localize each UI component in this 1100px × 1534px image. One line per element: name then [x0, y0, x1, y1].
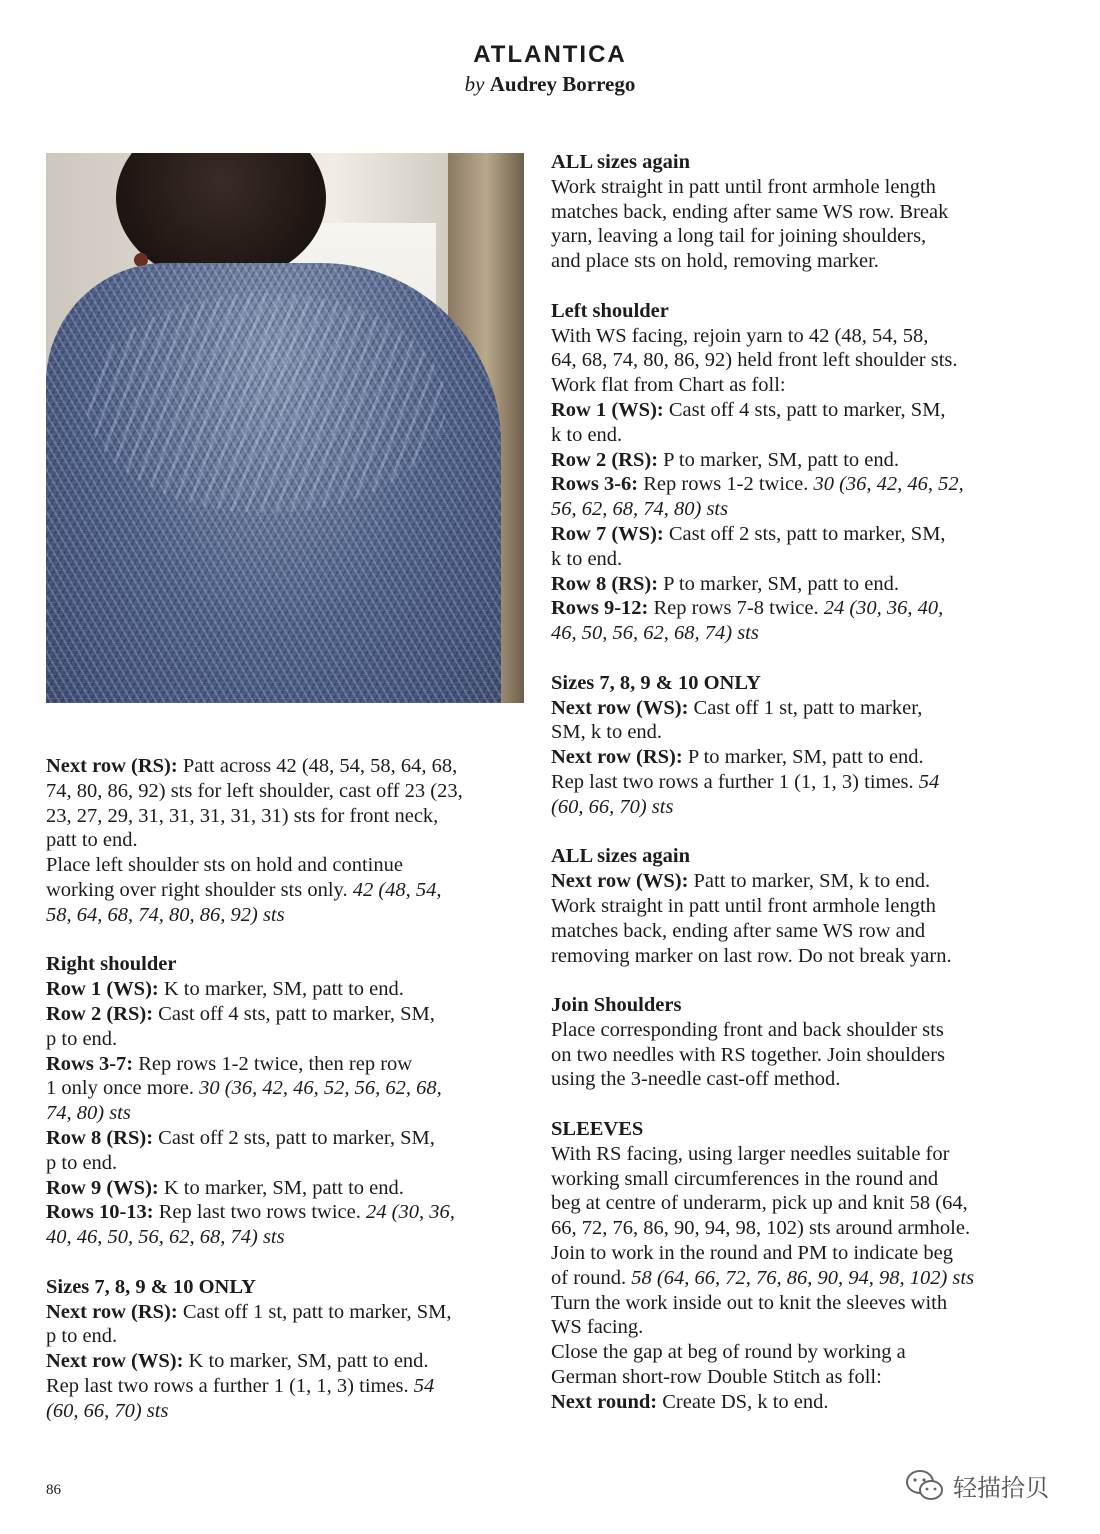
instruction-text: P to marker, SM, patt to end.	[682, 746, 924, 769]
instruction-line	[551, 596, 1031, 621]
stitch-count: 46, 50, 56, 62, 68, 74) sts	[551, 622, 759, 645]
row-label: Row 1 (WS):	[46, 978, 159, 1001]
instruction-section	[46, 754, 516, 928]
instruction-text: Cast off 1 st, patt to marker,	[688, 696, 923, 719]
row-label: Row 1 (WS):	[551, 398, 664, 421]
instruction-text: Place corresponding front and back shoulder sts	[551, 1018, 944, 1041]
instruction-line	[551, 770, 1031, 795]
stitch-count: 40, 46, 50, 56, 62, 68, 74) sts	[46, 1226, 285, 1249]
instruction-line	[46, 1176, 516, 1201]
instruction-text: Cast off 1 st, patt to marker, SM,	[177, 1300, 452, 1323]
stitch-count: 30 (36, 42, 46, 52, 56, 62, 68,	[199, 1077, 442, 1100]
stitch-count: 24 (30, 36,	[366, 1201, 455, 1224]
instruction-line	[46, 828, 516, 853]
row-label: Row 2 (RS):	[551, 448, 659, 471]
instruction-text: With RS facing, using larger needles suitable for	[551, 1142, 950, 1165]
stitch-count: 30 (36, 42, 46, 52,	[813, 473, 964, 496]
instruction-text: Join to work in the round and PM to indicate beg	[551, 1242, 953, 1265]
row-label: Rows 3-6:	[551, 473, 639, 496]
instruction-text: German short-row Double Stitch as foll:	[551, 1366, 882, 1389]
row-label: Row 8 (RS):	[551, 572, 659, 595]
instruction-line	[551, 720, 1031, 745]
stitch-count: 58 (64, 66, 72, 76, 86, 90, 94, 98, 102) sts	[631, 1266, 975, 1289]
instruction-text: K to marker, SM, patt to end.	[158, 1176, 404, 1199]
instruction-line	[551, 522, 1031, 547]
instruction-line	[551, 1191, 1031, 1216]
sweater-photo	[46, 153, 524, 703]
instruction-line	[551, 1142, 1031, 1167]
designer-name: Audrey Borrego	[489, 72, 636, 96]
instruction-text: Patt across 42 (48, 54, 58, 64, 68,	[177, 755, 458, 777]
instruction-text: P to marker, SM, patt to end.	[658, 572, 900, 595]
instruction-text: Cast off 4 sts, patt to marker, SM,	[153, 1002, 435, 1025]
instruction-text: working small circumferences in the round and	[551, 1167, 939, 1190]
instruction-text: working over right shoulder sts only.	[46, 878, 353, 901]
row-label: Next row (RS):	[46, 1300, 178, 1323]
row-label: Row 7 (WS):	[551, 522, 664, 545]
instruction-line	[551, 324, 1031, 349]
row-label: Next row (WS):	[46, 1350, 184, 1373]
instruction-text: Patt to marker, SM, k to end.	[688, 870, 931, 893]
instruction-text: matches back, ending after same WS row and	[551, 919, 926, 942]
row-label: Row 9 (WS):	[46, 1176, 159, 1199]
instruction-line	[551, 1043, 1031, 1068]
instruction-line	[46, 1151, 516, 1176]
instruction-text: 74, 80, 86, 92) sts for left shoulder, cast off 23 (23,	[46, 779, 463, 802]
stitch-count: 24 (30, 36, 40,	[823, 597, 944, 620]
instruction-line	[551, 398, 1031, 423]
page-number: 86	[46, 1482, 61, 1498]
instruction-line	[46, 977, 516, 1002]
instruction-line	[551, 572, 1031, 597]
instruction-line	[551, 1340, 1031, 1365]
instruction-line	[551, 249, 1031, 274]
instruction-line	[551, 224, 1031, 249]
instruction-line	[46, 878, 516, 903]
pattern-title: ATLANTICA	[473, 41, 627, 68]
instruction-line	[46, 1076, 516, 1101]
instruction-section	[46, 1275, 516, 1424]
watermark	[905, 1468, 1049, 1503]
photo-sweater-yoke	[86, 293, 446, 513]
instruction-line	[551, 1018, 1031, 1043]
instruction-section	[551, 671, 1031, 820]
instruction-line	[551, 1315, 1031, 1340]
row-label: Next row (RS):	[46, 755, 178, 777]
instruction-text: on two needles with RS together. Join shoulders	[551, 1043, 946, 1066]
instruction-text: patt to end.	[46, 829, 138, 852]
instruction-text: Rep last two rows a further 1 (1, 1, 3) times.	[46, 1374, 414, 1397]
instruction-text: Turn the work inside out to knit the sleeves with	[551, 1291, 948, 1314]
instruction-line	[551, 1266, 1031, 1291]
byline	[0, 70, 1100, 98]
row-label: Row 8 (RS):	[46, 1126, 154, 1149]
instruction-text: Rep rows 1-2 twice, then rep row	[133, 1052, 413, 1075]
instruction-text: matches back, ending after same WS row. Break	[551, 200, 949, 223]
section-heading: Right shoulder	[46, 953, 177, 976]
instruction-text: K to marker, SM, patt to end.	[158, 978, 404, 1001]
section-heading: SLEEVES	[551, 1118, 644, 1141]
stitch-count: 58, 64, 68, 74, 80, 86, 92) sts	[46, 903, 285, 926]
wechat-icon	[905, 1469, 945, 1503]
section-heading: Sizes 7, 8, 9 & 10 ONLY	[46, 1275, 256, 1298]
instruction-line	[551, 373, 1031, 398]
instruction-text: SM, k to end.	[551, 721, 663, 744]
instruction-text: Cast off 2 sts, patt to marker, SM,	[153, 1126, 435, 1149]
row-label: Next row (RS):	[551, 746, 683, 769]
row-label: Next row (WS):	[551, 696, 689, 719]
instruction-line	[551, 869, 1031, 894]
instruction-line	[551, 1390, 1031, 1415]
instruction-text: yarn, leaving a long tail for joining shoulders,	[551, 225, 927, 248]
instruction-section	[551, 299, 1031, 646]
stitch-count: (60, 66, 70) sts	[551, 795, 674, 818]
instruction-text: Rep rows 1-2 twice.	[638, 473, 814, 496]
instruction-text: of round.	[551, 1266, 632, 1289]
watermark-text: 轻描拾贝	[953, 1474, 1049, 1502]
instruction-text: 66, 72, 76, 86, 90, 94, 98, 102) sts around armhole.	[551, 1217, 971, 1240]
instruction-line	[551, 696, 1031, 721]
instruction-text: K to marker, SM, patt to end.	[183, 1350, 429, 1373]
instruction-text: Rep last two rows a further 1 (1, 1, 3) times.	[551, 770, 919, 793]
instruction-line	[551, 944, 1031, 969]
instruction-line	[551, 795, 1031, 820]
instruction-line	[46, 1027, 516, 1052]
instruction-text: Rep rows 7-8 twice.	[648, 597, 824, 620]
instruction-line	[551, 472, 1031, 497]
instruction-line	[46, 1399, 516, 1424]
instruction-text: 64, 68, 74, 80, 86, 92) held front left shoulder sts.	[551, 349, 958, 372]
instruction-text: Work flat from Chart as foll:	[551, 374, 786, 397]
instruction-line	[551, 621, 1031, 646]
instruction-section	[551, 150, 1031, 274]
instruction-line	[551, 423, 1031, 448]
instruction-line	[551, 348, 1031, 373]
instruction-text: WS facing.	[551, 1316, 644, 1339]
instruction-section	[551, 993, 1031, 1092]
instruction-line	[551, 1067, 1031, 1092]
instruction-text: 1 only once more.	[46, 1077, 200, 1100]
instruction-section	[551, 844, 1031, 968]
instruction-line	[551, 448, 1031, 473]
stitch-count: 56, 62, 68, 74, 80) sts	[551, 498, 729, 521]
instruction-line	[46, 1126, 516, 1151]
instruction-line	[46, 1052, 516, 1077]
instruction-text: 23, 27, 29, 31, 31, 31, 31, 31) sts for front neck,	[46, 804, 439, 827]
instruction-line	[46, 754, 516, 779]
instruction-text: p to end.	[46, 1151, 118, 1174]
instruction-text: beg at centre of underarm, pick up and knit 58 (64,	[551, 1192, 968, 1215]
instruction-line	[551, 745, 1031, 770]
instruction-line	[551, 497, 1031, 522]
instruction-line	[551, 547, 1031, 572]
instruction-text: k to end.	[551, 423, 623, 446]
instruction-text: p to end.	[46, 1027, 118, 1050]
instruction-text: Place left shoulder sts on hold and continue	[46, 854, 403, 877]
instruction-text: With WS facing, rejoin yarn to 42 (48, 54, 58,	[551, 324, 929, 347]
instruction-line	[551, 1365, 1031, 1390]
instruction-line	[46, 903, 516, 928]
instruction-line	[46, 1200, 516, 1225]
instruction-text: Close the gap at beg of round by working a	[551, 1341, 906, 1364]
instruction-line	[46, 1349, 516, 1374]
instruction-line	[551, 1241, 1031, 1266]
instruction-line	[551, 919, 1031, 944]
row-label: Rows 10-13:	[46, 1201, 154, 1224]
instruction-text: Rep last two rows twice.	[153, 1201, 366, 1224]
row-label: Next row (WS):	[551, 870, 689, 893]
instruction-line	[46, 1002, 516, 1027]
section-heading: ALL sizes again	[551, 845, 690, 868]
instruction-line	[46, 853, 516, 878]
instruction-text: k to end.	[551, 547, 623, 570]
section-heading: Join Shoulders	[551, 994, 682, 1017]
instruction-text: p to end.	[46, 1325, 118, 1348]
instruction-line	[551, 200, 1031, 225]
row-label: Rows 9-12:	[551, 597, 649, 620]
instruction-section	[46, 952, 516, 1250]
row-label: Row 2 (RS):	[46, 1002, 154, 1025]
row-label: Rows 3-7:	[46, 1052, 134, 1075]
instruction-line	[46, 1374, 516, 1399]
stitch-count: 54	[413, 1374, 435, 1397]
section-heading: Sizes 7, 8, 9 & 10 ONLY	[551, 671, 761, 694]
right-column	[551, 150, 1031, 1439]
instruction-line	[551, 894, 1031, 919]
instruction-line	[46, 1324, 516, 1349]
stitch-count: (60, 66, 70) sts	[46, 1399, 169, 1422]
instruction-line	[551, 1291, 1031, 1316]
instruction-line	[551, 175, 1031, 200]
section-heading: Left shoulder	[551, 299, 669, 322]
byline-by: by	[464, 72, 485, 96]
row-label: Next round:	[551, 1390, 658, 1413]
instruction-text: Create DS, k to end.	[657, 1390, 829, 1413]
instruction-line	[551, 1216, 1031, 1241]
instruction-text: Work straight in patt until front armhole length	[551, 894, 936, 917]
instruction-line	[46, 1101, 516, 1126]
left-column	[46, 754, 516, 1448]
instruction-line	[46, 1225, 516, 1250]
instruction-text: using the 3-needle cast-off method.	[551, 1068, 841, 1091]
instruction-text: Cast off 4 sts, patt to marker, SM,	[663, 398, 946, 421]
instruction-text: Cast off 2 sts, patt to marker, SM,	[663, 522, 946, 545]
instruction-line	[46, 779, 516, 804]
page-header	[0, 40, 1100, 98]
instruction-text: and place sts on hold, removing marker.	[551, 250, 879, 273]
instruction-line	[46, 1300, 516, 1325]
instruction-text: P to marker, SM, patt to end.	[658, 448, 900, 471]
stitch-count: 74, 80) sts	[46, 1102, 131, 1125]
instruction-line	[551, 1167, 1031, 1192]
section-heading: ALL sizes again	[551, 151, 690, 173]
stitch-count: 54	[918, 770, 940, 793]
instruction-text: Work straight in patt until front armhole length	[551, 175, 936, 198]
instruction-section	[551, 1117, 1031, 1415]
instruction-line	[46, 804, 516, 829]
instruction-text: removing marker on last row. Do not break yarn.	[551, 944, 952, 967]
stitch-count: 42 (48, 54,	[352, 878, 442, 901]
